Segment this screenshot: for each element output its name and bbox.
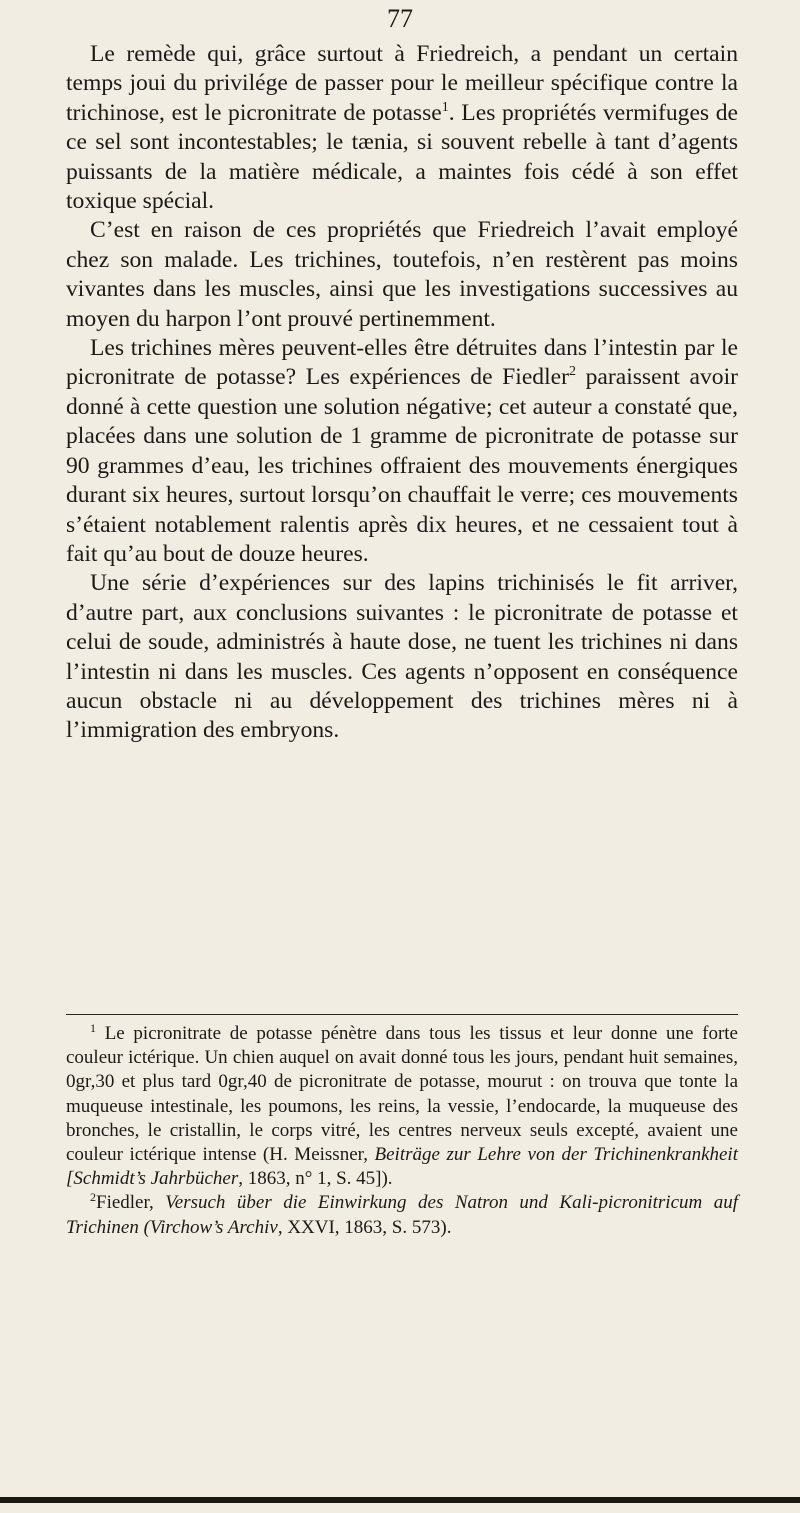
paragraph [66,40,738,216]
paragraph [66,569,738,745]
page-edge-rule [0,1497,800,1503]
footnote-text: Le picronitrate de potasse pénètre dans tous les tissus et leur donne une forte couleur ictérique. Un chien auquel on avait donné tous les jours, pendant huit semaines, 0gr,30 et plus tard 0gr,40 de picronitrate de potasse, mourut : on trouva que tonte la muqueuse intestinale, les poumons, les reins, la vessie, l’endocarde, la muqueuse des bronches, le cristallin, le corps vitré, les centres nerveux seuls excepté, avaient une couleur ictérique intense (H. Meissner, [66,1023,738,1166]
footnote-marker: 2 [90,1190,96,1205]
footnote-citation: Versuch über die Einwirkung des Natron und Kali-picronitricum auf Trichinen (Virchow’s Archiv [66,1192,738,1238]
footnote-text: Fiedler, [96,1192,166,1214]
page-number: 77 [387,4,413,33]
footnote-ref: 1 [441,99,449,115]
footnote-text: , XXVI, 1863, S. 573). [277,1216,452,1238]
footnotes [66,1022,738,1240]
footnote-ref: 2 [569,364,576,380]
paragraph [66,334,738,569]
paragraph-text: Les trichines mères peuvent-elles être détruites dans l’intestin par le picronitrate de potasse? Les expériences de Fiedler [66,335,738,391]
footnote [66,1191,738,1239]
footnote-citation: Beiträge zur Lehre von der Trichinenkrankheit [Schmidt’s Jahrbücher [66,1144,738,1190]
paragraph-text: . Les propriétés vermifuges de ce sel sont incontestables; le tænia, si souvent rebelle à tant d’agents puissants de la matière médicale, a maintes fois cédé à son effet toxique spécial. [66,99,738,215]
paragraph-text: C’est en raison de ces propriétés que Friedreich l’avait employé chez son malade. Les trichines, toutefois, n’en restèrent pas moins vivantes dans les muscles, ainsi que les investigations successives au moyen du harpon l’ont prouvé pertinemment. [66,217,738,332]
paragraph-text: Le remède qui, grâce surtout à Friedreich, a pendant un certain temps joui du privilége de passer pour le meilleur spécifique contre la trichinose, est le picronitrate de potasse [66,41,738,126]
main-text [66,40,738,746]
paragraph-text: Une série d’expériences sur des lapins trichinisés le fit arriver, d’autre part, aux conclusions suivantes : le picronitrate de potasse et celui de soude, administrés à haute dose, ne tuent les trichines ni dans l’intestin ni dans les muscles. Ces agents n’opposent en conséquence aucun obstacle ni au développement des trichines mères ni à l’immigration des embryons. [66,570,738,744]
footnote-text: , 1863, n° 1, S. 45]). [238,1168,393,1190]
footnote [66,1022,738,1191]
paragraph [66,216,738,334]
paragraph-text: paraissent avoir donné à cette question une solution négative; cet auteur a constaté que, placées dans une solution de 1 gramme de picronitrate de potasse sur 90 grammes d’eau, les trichines offraient des mouvements énergiques durant six heures, surtout lorsqu’on chauffait le verre; ces mouvements s’étaient notablement ralentis après dix heures, et ne cessaient tout à fait qu’au bout de douze heures. [66,364,738,567]
footnote-marker: 1 [90,1021,96,1035]
footnote-divider [66,1014,738,1015]
